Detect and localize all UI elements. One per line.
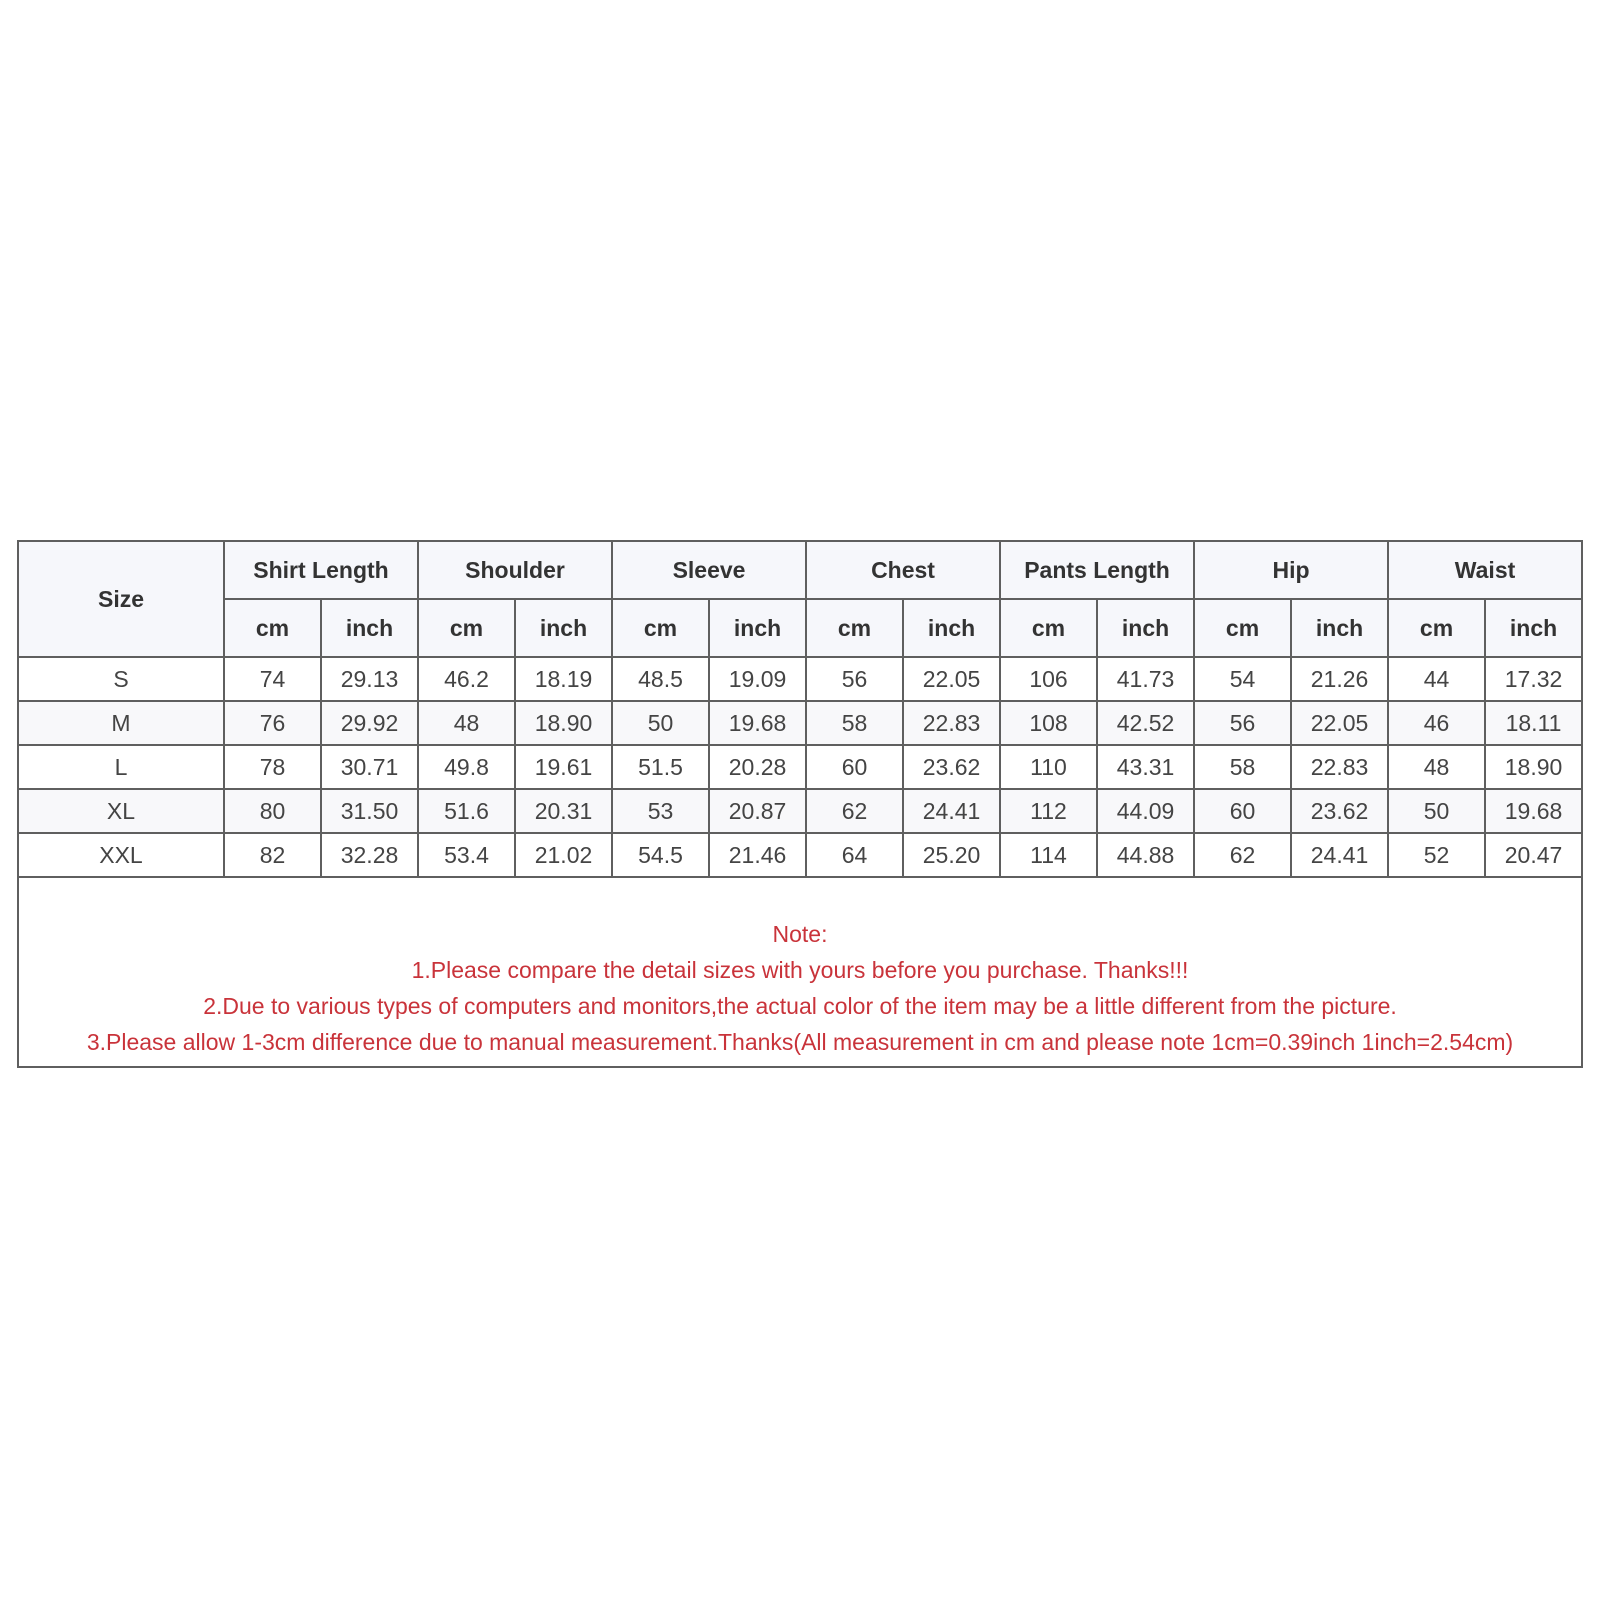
value-cell: 64 (806, 833, 903, 877)
value-cell: 106 (1000, 657, 1097, 701)
value-cell: 20.31 (515, 789, 612, 833)
table-row (18, 745, 1582, 789)
value-cell: 42.52 (1097, 701, 1194, 745)
value-cell: 18.19 (515, 657, 612, 701)
value-cell: 82 (224, 833, 321, 877)
value-cell: 18.90 (515, 701, 612, 745)
value-cell: 48 (1388, 745, 1485, 789)
note-line-2: 2.Due to various types of computers and monitors,the actual color of the item may be a little different from the picture. (203, 993, 1397, 1019)
group-header-shirt-length: Shirt Length (224, 541, 418, 599)
value-cell: 48.5 (612, 657, 709, 701)
size-table (17, 540, 1583, 1068)
value-cell: 56 (1194, 701, 1291, 745)
value-cell: 18.90 (1485, 745, 1582, 789)
size-cell: L (18, 745, 224, 789)
value-cell: 19.68 (709, 701, 806, 745)
value-cell: 25.20 (903, 833, 1000, 877)
value-cell: 80 (224, 789, 321, 833)
value-cell: 20.87 (709, 789, 806, 833)
value-cell: 62 (806, 789, 903, 833)
value-cell: 110 (1000, 745, 1097, 789)
value-cell: 53 (612, 789, 709, 833)
header-unit-row (18, 599, 1582, 657)
notes-section (18, 877, 1582, 1067)
value-cell: 44.88 (1097, 833, 1194, 877)
value-cell: 108 (1000, 701, 1097, 745)
unit-header-inch: inch (709, 599, 806, 657)
value-cell: 21.02 (515, 833, 612, 877)
table-row (18, 657, 1582, 701)
value-cell: 58 (806, 701, 903, 745)
group-header-chest: Chest (806, 541, 1000, 599)
group-header-pants-length: Pants Length (1000, 541, 1194, 599)
header-group-row (18, 541, 1582, 599)
value-cell: 112 (1000, 789, 1097, 833)
value-cell: 18.11 (1485, 701, 1582, 745)
value-cell: 50 (1388, 789, 1485, 833)
value-cell: 29.13 (321, 657, 418, 701)
value-cell: 22.83 (903, 701, 1000, 745)
value-cell: 24.41 (903, 789, 1000, 833)
value-cell: 19.61 (515, 745, 612, 789)
value-cell: 51.5 (612, 745, 709, 789)
value-cell: 31.50 (321, 789, 418, 833)
value-cell: 23.62 (903, 745, 1000, 789)
unit-header-inch: inch (1097, 599, 1194, 657)
unit-header-inch: inch (1291, 599, 1388, 657)
value-cell: 50 (612, 701, 709, 745)
value-cell: 23.62 (1291, 789, 1388, 833)
value-cell: 29.92 (321, 701, 418, 745)
size-cell: XL (18, 789, 224, 833)
note-line-1: 1.Please compare the detail sizes with yours before you purchase. Thanks!!! (411, 957, 1189, 983)
size-chart (17, 540, 1582, 1068)
value-cell: 20.28 (709, 745, 806, 789)
table-row (18, 833, 1582, 877)
unit-header-cm: cm (1000, 599, 1097, 657)
group-header-shoulder: Shoulder (418, 541, 612, 599)
value-cell: 51.6 (418, 789, 515, 833)
notes-title: Note: (772, 921, 828, 947)
value-cell: 43.31 (1097, 745, 1194, 789)
value-cell: 49.8 (418, 745, 515, 789)
value-cell: 21.46 (709, 833, 806, 877)
value-cell: 17.32 (1485, 657, 1582, 701)
group-header-hip: Hip (1194, 541, 1388, 599)
value-cell: 114 (1000, 833, 1097, 877)
value-cell: 44 (1388, 657, 1485, 701)
group-header-waist: Waist (1388, 541, 1582, 599)
value-cell: 46 (1388, 701, 1485, 745)
value-cell: 54 (1194, 657, 1291, 701)
value-cell: 41.73 (1097, 657, 1194, 701)
note-line-3: 3.Please allow 1-3cm difference due to manual measurement.Thanks(All measurement in cm and please note 1cm=0.39inch 1inch=2.54cm) (86, 1029, 1514, 1055)
value-cell: 60 (806, 745, 903, 789)
value-cell: 78 (224, 745, 321, 789)
value-cell: 22.05 (903, 657, 1000, 701)
unit-header-cm: cm (1388, 599, 1485, 657)
value-cell: 56 (806, 657, 903, 701)
notes-row (18, 877, 1582, 1067)
value-cell: 19.68 (1485, 789, 1582, 833)
size-cell: S (18, 657, 224, 701)
unit-header-cm: cm (1194, 599, 1291, 657)
unit-header-inch: inch (515, 599, 612, 657)
value-cell: 20.47 (1485, 833, 1582, 877)
value-cell: 76 (224, 701, 321, 745)
table-row (18, 701, 1582, 745)
value-cell: 19.09 (709, 657, 806, 701)
unit-header-cm: cm (806, 599, 903, 657)
table-header (18, 541, 1582, 657)
value-cell: 22.83 (1291, 745, 1388, 789)
value-cell: 21.26 (1291, 657, 1388, 701)
table-row (18, 789, 1582, 833)
unit-header-cm: cm (612, 599, 709, 657)
size-cell: XXL (18, 833, 224, 877)
value-cell: 54.5 (612, 833, 709, 877)
value-cell: 22.05 (1291, 701, 1388, 745)
unit-header-cm: cm (418, 599, 515, 657)
value-cell: 48 (418, 701, 515, 745)
value-cell: 62 (1194, 833, 1291, 877)
value-cell: 24.41 (1291, 833, 1388, 877)
table-body (18, 657, 1582, 877)
unit-header-inch: inch (1485, 599, 1582, 657)
value-cell: 52 (1388, 833, 1485, 877)
value-cell: 32.28 (321, 833, 418, 877)
value-cell: 53.4 (418, 833, 515, 877)
group-header-sleeve: Sleeve (612, 541, 806, 599)
value-cell: 46.2 (418, 657, 515, 701)
value-cell: 60 (1194, 789, 1291, 833)
unit-header-inch: inch (321, 599, 418, 657)
unit-header-inch: inch (903, 599, 1000, 657)
value-cell: 74 (224, 657, 321, 701)
size-header: Size (18, 541, 224, 657)
value-cell: 58 (1194, 745, 1291, 789)
size-cell: M (18, 701, 224, 745)
value-cell: 44.09 (1097, 789, 1194, 833)
unit-header-cm: cm (224, 599, 321, 657)
value-cell: 30.71 (321, 745, 418, 789)
notes-cell (18, 877, 1582, 1067)
